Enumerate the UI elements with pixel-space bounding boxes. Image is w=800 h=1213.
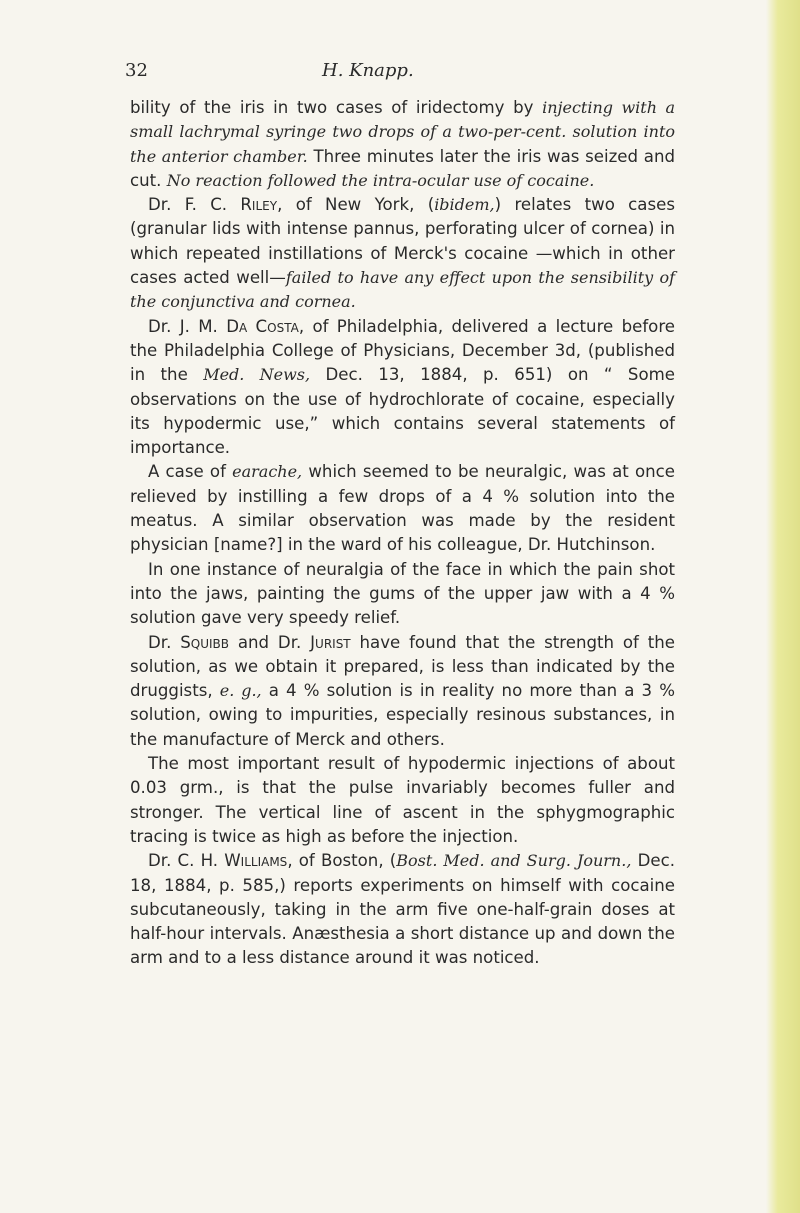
text: Dr. F. C. [148, 195, 241, 215]
paragraph-squibb-jurist [130, 631, 675, 752]
author-name: Williams [224, 851, 288, 871]
page-header [0, 60, 800, 88]
paragraph-neuralgia [130, 558, 675, 631]
italic-text: e. g., [219, 681, 262, 701]
italic-text: Bost. Med. and Surg. Journ., [396, 851, 632, 871]
text: Dec. 13, 1884, p. 651) on “ Some observations on the use of hydrochlorate of cocaine, especially its hypodermic use,” which contains several statements of importance. [130, 365, 675, 458]
author-name: Riley [240, 195, 278, 215]
italic-text: ibidem, [434, 195, 495, 215]
text: a 4 % solution is in reality no more than a 3 % solution, owing to impurities, especially resinous substances, in the manufacture of Merck and others. [130, 681, 675, 749]
paragraph-da-costa [130, 315, 675, 461]
page-number: 32 [125, 60, 148, 81]
text: , of Boston, ( [287, 851, 397, 871]
text: and Dr. [228, 632, 311, 652]
text: Three minutes later the iris was seized and cut. [130, 146, 675, 190]
text: Dec. 18, 1884, p. 585,) reports experiments on himself with cocaine subcutaneously, taking in the arm five one-half-grain doses at half-hour intervals. Anæsthesia a short distance up and down the arm and to a less distance around it was noticed. [130, 851, 676, 968]
paragraph-williams [130, 849, 675, 970]
author-name: Da Costa [226, 316, 299, 336]
paragraph-earache [130, 460, 675, 557]
text: have found that the strength of the solution, as we obtain it prepared, is less than indicated by the druggists, [130, 632, 675, 701]
paragraph-iridectomy [130, 96, 675, 193]
text: In one instance of neuralgia of the face in which the pain shot into the jaws, painting the gums of the upper jaw with a 4 % solution gave very speedy relief. [130, 559, 675, 628]
text: , of Philadelphia, delivered a lecture before the Philadelphia College of Physicians, December 3d, (published in the [130, 316, 675, 385]
text-body [130, 96, 675, 971]
page-edge-tint [766, 0, 800, 1213]
paragraph-hypodermic [130, 752, 675, 849]
text: Dr. C. H. [148, 851, 225, 871]
author-name: Jurist [310, 632, 351, 652]
text: Dr. J. M. [148, 316, 227, 336]
italic-text: injecting with a small lachrymal syringe two drops of a two-per-cent. solution into the anterior chamber. [130, 98, 675, 166]
text: The most important result of hypodermic injections of about 0.03 grm., is that the pulse invariably becomes fuller and stronger. The vertical line of ascent in the sphygmographic tracing is twice as high as before the injection. [130, 754, 675, 846]
text: bility of the iris in two cases of iridectomy by [130, 98, 543, 117]
italic-text: Med. News, [203, 365, 311, 385]
text: A case of [148, 462, 233, 482]
text: which seemed to be neuralgic, was at once relieved by instilling a few drops of a 4 % solution into the meatus. A similar observation was made by the resident physician [name?] in the ward of his colleague, Dr. Hutchinson. [130, 462, 675, 555]
text: , of New York, ( [277, 195, 435, 215]
paragraph-riley [130, 193, 675, 314]
running-head: H. Knapp. [322, 60, 414, 81]
text: ) relates two cases (granular lids with intense pannus, perforating ulcer of cornea) in which repeated instillations of Merck's cocaine —which in other cases acted well— [130, 195, 675, 288]
italic-text: failed to have any effect upon the sensibility of the conjunctiva and cornea. [130, 268, 676, 312]
text: Dr. [148, 632, 181, 652]
italic-text: No reaction followed the intra-ocular use of cocaine. [166, 170, 595, 190]
author-name: Squibb [180, 632, 229, 652]
italic-text: earache, [232, 462, 303, 482]
